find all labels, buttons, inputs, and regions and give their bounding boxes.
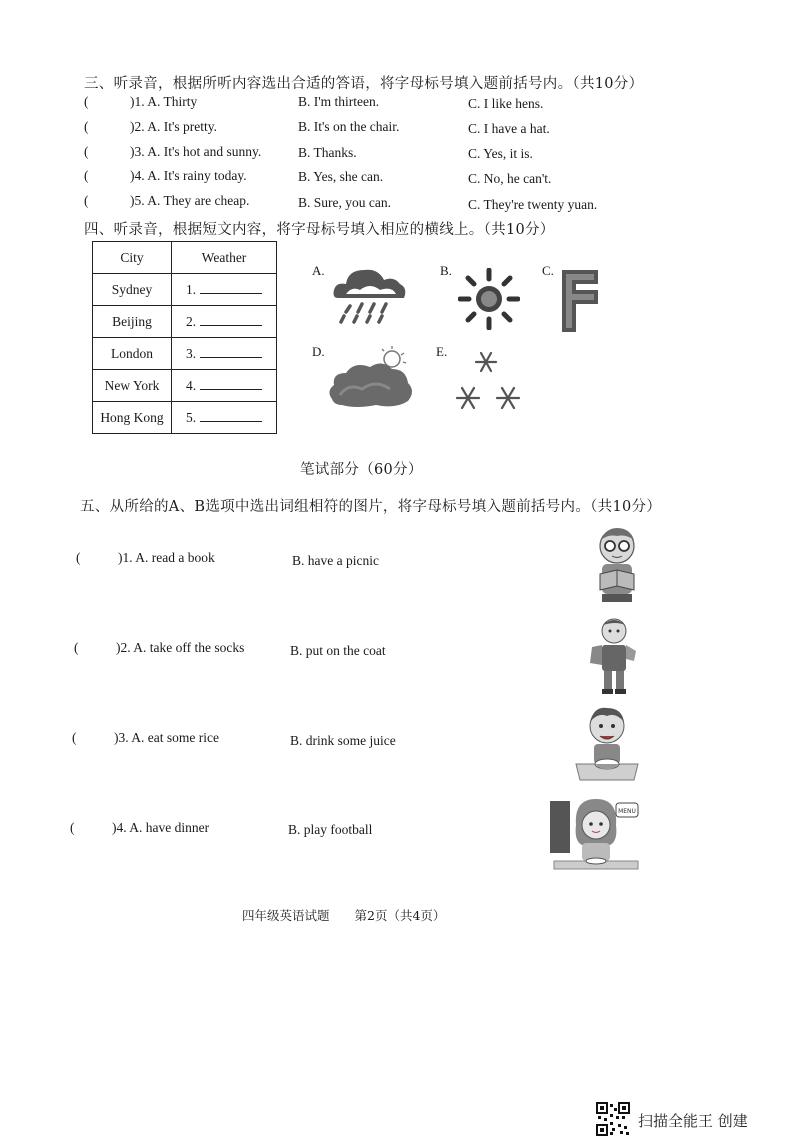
answer-cell[interactable] <box>172 338 277 370</box>
cloudy-icon <box>326 345 418 411</box>
section3-q4 <box>84 168 247 184</box>
qr-code-icon <box>596 1102 630 1136</box>
scanner-watermark-text: 扫描全能王 创建 <box>638 1112 748 1130</box>
answer-blank[interactable] <box>200 281 262 294</box>
boy-eating-rice-image <box>574 704 640 784</box>
answer-paren[interactable]: ( <box>76 550 81 565</box>
s5-q3-option-a: )3. A. eat some rice <box>114 730 219 745</box>
city-cell: Sydney <box>93 274 172 306</box>
answer-blank[interactable] <box>200 345 262 358</box>
answer-blank[interactable] <box>200 409 262 422</box>
city-cell: New York <box>93 370 172 402</box>
boy-putting-on-coat-image <box>588 615 638 697</box>
page-footer: 四年级英语试题 第2页（共4页） <box>242 908 446 923</box>
s5-q1-option-a: )1. A. read a book <box>118 550 215 565</box>
option-a-label: A. <box>312 263 325 278</box>
row-number: 2. <box>186 314 197 329</box>
s5-q2-option-a: )2. A. take off the socks <box>116 640 245 655</box>
option-e-label: E. <box>436 344 448 359</box>
table-header-row <box>93 242 277 274</box>
section3-q2 <box>84 119 217 135</box>
section5-q3 <box>72 730 219 746</box>
option-c-label: C. <box>542 263 554 278</box>
section3-q5 <box>84 193 249 209</box>
city-cell: Hong Kong <box>93 402 172 434</box>
table-row <box>93 402 277 434</box>
s5-q3-option-b: B. drink some juice <box>290 733 396 748</box>
section5-q4 <box>70 820 209 836</box>
row-number: 5. <box>186 410 197 425</box>
answer-paren[interactable]: ( <box>84 168 89 183</box>
answer-paren[interactable]: ( <box>84 193 89 208</box>
sun-icon <box>458 268 520 330</box>
answer-paren[interactable]: ( <box>84 144 89 159</box>
answer-paren[interactable]: ( <box>70 820 75 835</box>
section5-title: 五、从所给的A、B选项中选出词组相符的图片，将字母标号填入题前括号内。（共10分） <box>80 499 662 515</box>
option-d-label: D. <box>312 344 325 359</box>
answer-cell[interactable] <box>172 274 277 306</box>
section5-q1 <box>76 550 215 566</box>
city-cell: London <box>93 338 172 370</box>
q4-option-c: C. No, he can't. <box>468 171 552 186</box>
table-row <box>93 274 277 306</box>
answer-blank[interactable] <box>200 377 262 390</box>
weather-table <box>92 241 277 434</box>
section4-title: 四、听录音，根据短文内容，将字母标号填入相应的横线上。（共10分） <box>84 222 555 238</box>
q3-option-b: B. Thanks. <box>298 145 357 160</box>
q2-option-c: C. I have a hat. <box>468 121 550 136</box>
answer-paren[interactable]: ( <box>84 119 89 134</box>
header-weather: Weather <box>172 242 277 274</box>
answer-cell[interactable] <box>172 306 277 338</box>
answer-paren[interactable]: ( <box>74 640 79 655</box>
q5-option-a: )5. A. They are cheap. <box>130 193 250 208</box>
wind-icon <box>558 268 602 334</box>
table-row <box>93 338 277 370</box>
city-cell: Beijing <box>93 306 172 338</box>
q1-option-a: )1. A. Thirty <box>130 94 198 109</box>
rain-cloud-icon <box>330 262 410 324</box>
q3-option-a: )3. A. It's hot and sunny. <box>130 144 262 159</box>
q4-option-b: B. Yes, she can. <box>298 169 384 184</box>
q4-option-a: )4. A. It's rainy today. <box>130 168 247 183</box>
section5-q2 <box>74 640 244 656</box>
answer-cell[interactable] <box>172 370 277 402</box>
q3-option-c: C. Yes, it is. <box>468 146 533 161</box>
section3-title: 三、听录音，根据所听内容选出合适的答语，将字母标号填入题前括号内。（共10分） <box>84 76 644 92</box>
option-b-label: B. <box>440 263 452 278</box>
svg-text:MENU: MENU <box>618 808 636 815</box>
table-row <box>93 370 277 402</box>
answer-paren[interactable]: ( <box>84 94 89 109</box>
s5-q1-option-b: B. have a picnic <box>292 553 379 568</box>
s5-q4-option-b: B. play football <box>288 822 373 837</box>
q2-option-a: )2. A. It's pretty. <box>130 119 218 134</box>
q5-option-b: B. Sure, you can. <box>298 195 391 210</box>
snow-icon <box>450 346 526 416</box>
q2-option-b: B. It's on the chair. <box>298 119 400 134</box>
header-city: City <box>93 242 172 274</box>
q5-option-c: C. They're twenty yuan. <box>468 197 598 212</box>
row-number: 1. <box>186 282 197 297</box>
row-number: 3. <box>186 346 197 361</box>
answer-cell[interactable] <box>172 402 277 434</box>
section3-q1 <box>84 94 197 110</box>
q1-option-c: C. I like hens. <box>468 96 544 111</box>
row-number: 4. <box>186 378 197 393</box>
q1-option-b: B. I'm thirteen. <box>298 94 380 109</box>
boy-reading-book-image <box>592 524 642 604</box>
table-row <box>93 306 277 338</box>
s5-q4-option-a: )4. A. have dinner <box>112 820 210 835</box>
s5-q2-option-b: B. put on the coat <box>290 643 386 658</box>
girl-having-dinner-image <box>546 795 642 875</box>
section3-q3 <box>84 144 261 160</box>
written-part-title: 笔试部分（60分） <box>300 462 423 478</box>
answer-blank[interactable] <box>200 313 262 326</box>
answer-paren[interactable]: ( <box>72 730 77 745</box>
